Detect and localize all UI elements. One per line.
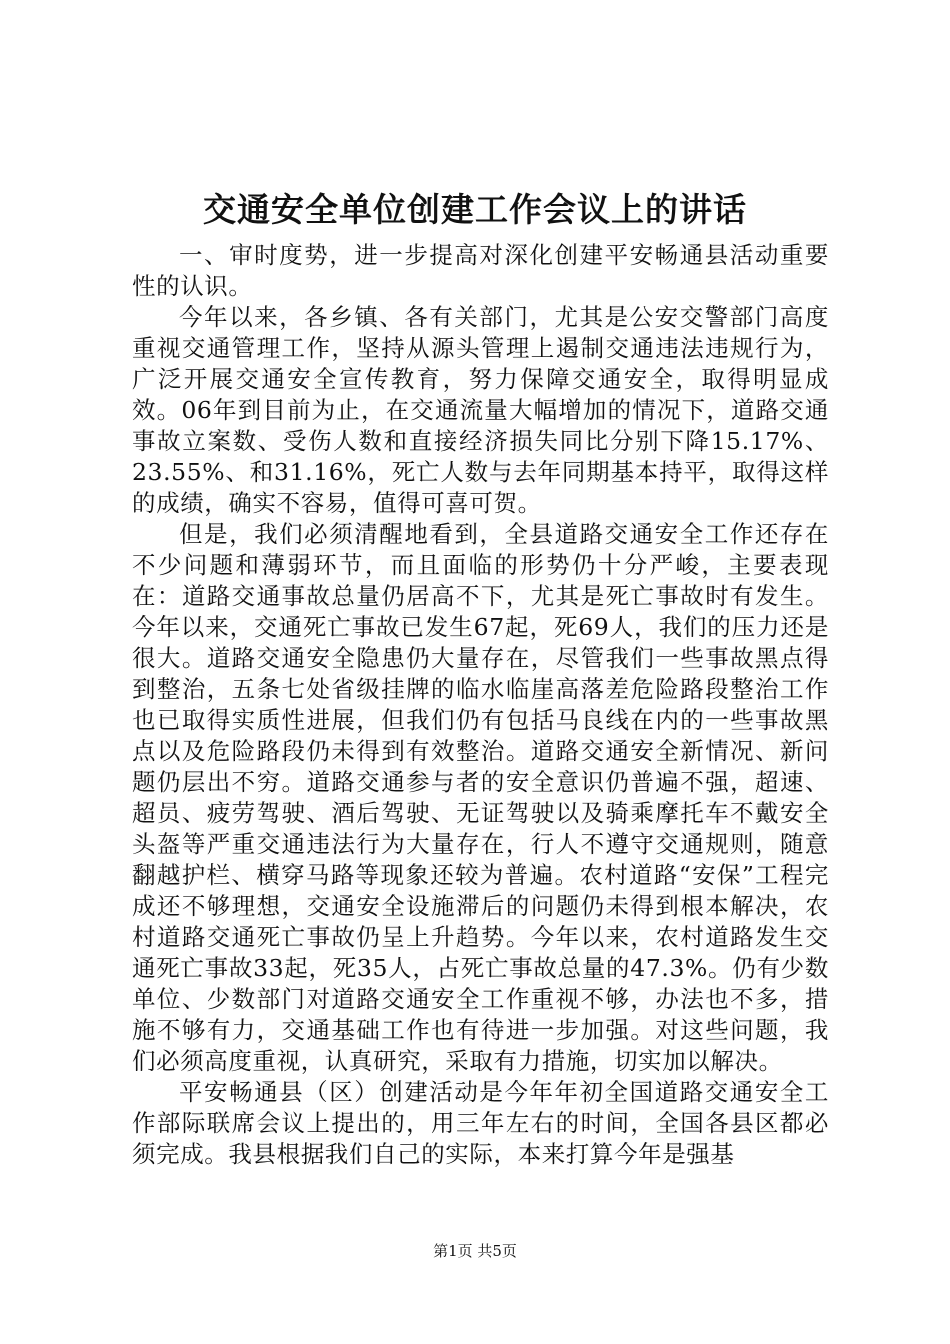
paragraph: 但是，我们必须清醒地看到，全县道路交通安全工作还存在不少问题和薄弱环节，而且面临的形势仍十分严峻，主要表现在：道路交通事故总量仍居高不下，尤其是死亡事故时有发生。今年以来，交通死亡事故已发生67起，死69人，我们的压力还是很大。道路交通安全隐患仍大量存在，尽管我们一些事故黑点得到整治，五条七处省级挂牌的临水临崖高落差危险路段整治工作也已取得实质性进展，但我们仍有包括马良线在内的一些事故黑点以及危险路段仍未得到有效整治。道路交通安全新情况、新问题仍层出不穷。道路交通参与者的安全意识仍普遍不强，超速、超员、疲劳驾驶、酒后驾驶、无证驾驶以及骑乘摩托车不戴安全头盔等严重交通违法行为大量存在，行人不遵守交通规则，随意翻越护栏、横穿马路等现象还较为普遍。农村道路“安保”工程完成还不够理想，交通安全设施滞后的问题仍未得到根本解决，农村道路交通死亡事故仍呈上升趋势。今年以来，农村道路发生交通死亡事故33起，死35人，占死亡事故总量的47.3%。仍有少数单位、少数部门对道路交通安全工作重视不够，办法也不多，措施不够有力，交通基础工作也有待进一步加强。对这些问题，我们必须高度重视，认真研究，采取有力措施，切实加以解决。 (132, 520, 829, 1075)
paragraph: 平安畅通县（区）创建活动是今年年初全国道路交通安全工作部际联席会议上提出的，用三年左右的时间，全国各县区都必须完成。我县根据我们自己的实际，本来打算今年是强基 (132, 1078, 829, 1168)
document-title: 交通安全单位创建工作会议上的讲话 (203, 190, 747, 229)
document-body (132, 240, 829, 1170)
paragraph-heading-1: 一、审时度势，进一步提高对深化创建平安畅通县活动重要性的认识。 (132, 241, 829, 300)
paragraph: 今年以来，各乡镇、各有关部门，尤其是公安交警部门高度重视交通管理工作，坚持从源头管理上遏制交通违法违规行为，广泛开展交通安全宣传教育，努力保障交通安全，取得明显成效。06年到目前为止，在交通流量大幅增加的情况下，道路交通事故立案数、受伤人数和直接经济损失同比分别下降15.17%、23.55%、和31.16%，死亡人数与去年同期基本持平，取得这样的成绩，确实不容易，值得可喜可贺。 (132, 303, 829, 517)
page-footer: 第1页 共5页 (433, 1242, 517, 1260)
